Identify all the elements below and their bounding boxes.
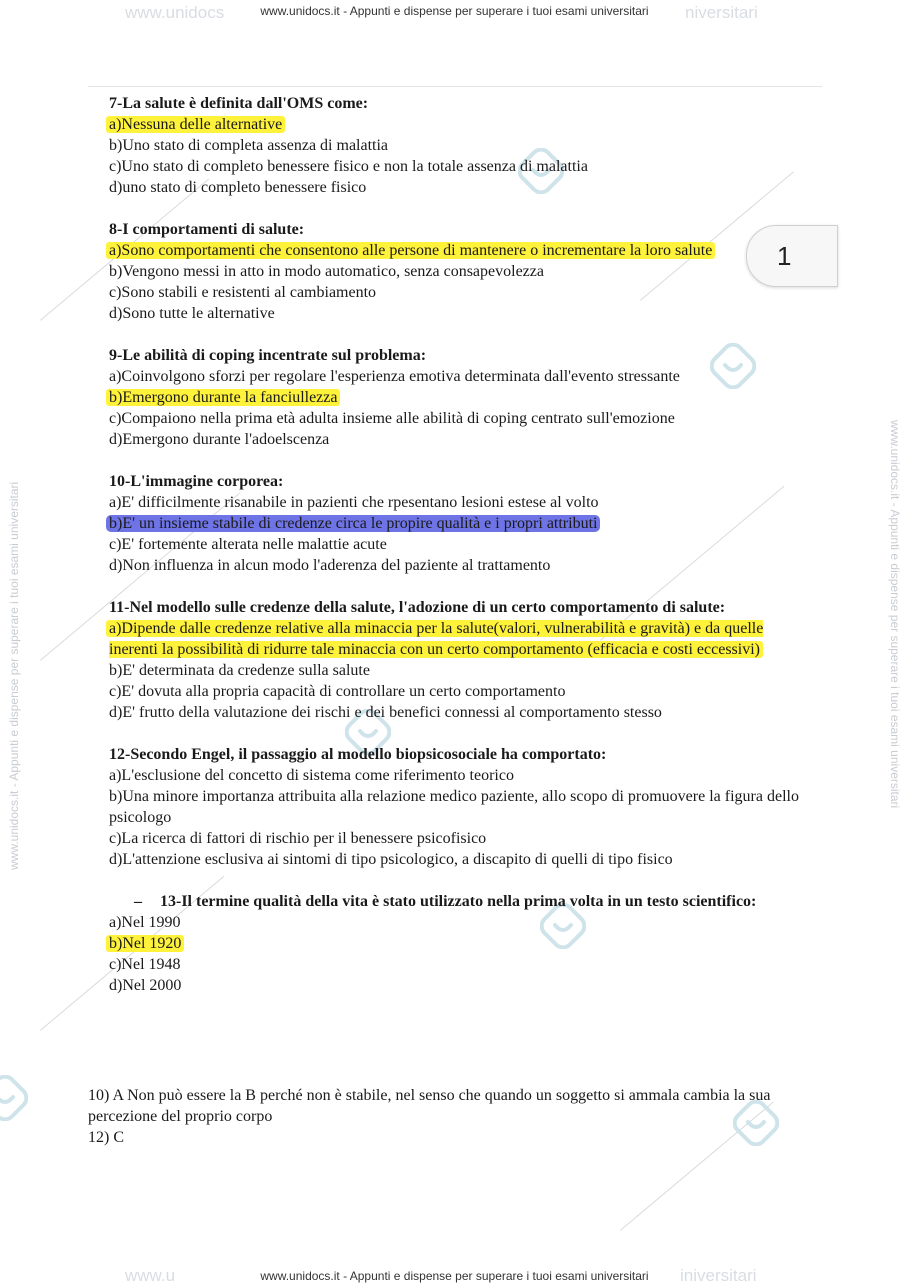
answer-option: d)Emergono durante l'adoelscenza bbox=[109, 431, 330, 448]
ghost-watermark-text: www.unidocs bbox=[125, 3, 225, 22]
note-line: 10) A Non può essere la B perché non è stabile, nel senso che quando un soggetto si ammala cambia la sua percezione del proprio corpo bbox=[88, 1087, 771, 1125]
ghost-watermark-text: iniversitari bbox=[680, 1266, 757, 1285]
question-13 bbox=[109, 891, 809, 996]
question-title: 11-Nel modello sulle credenze della salute, l'adozione di un certo comportamento di salute: bbox=[109, 599, 726, 616]
answer-option: b)Una minore importanza attribuita alla relazione medico paziente, allo scopo di promuovere la figura dello psicologo bbox=[109, 788, 799, 826]
answer-option: a)Coinvolgono sforzi per regolare l'esperienza emotiva determinata dall'evento stressante bbox=[109, 368, 680, 385]
answer-option: b)Vengono messi in atto in modo automatico, senza consapevolezza bbox=[109, 263, 544, 280]
answer-option: c)Compaiono nella prima età adulta insieme alle abilità di coping centrato sull'emozione bbox=[109, 410, 675, 427]
answer-option: d)uno stato di completo benessere fisico bbox=[109, 179, 367, 196]
question-7 bbox=[109, 93, 809, 198]
question-title: 8-I comportamenti di salute: bbox=[109, 221, 305, 238]
question-8 bbox=[109, 219, 809, 324]
ghost-watermark-text: niversitari bbox=[685, 3, 758, 22]
page-number: 1 bbox=[777, 240, 792, 271]
answer-option: a)L'esclusione del concetto di sistema come riferimento teorico bbox=[109, 767, 514, 784]
side-watermark-left: www.unidocs.it - Appunti e dispense per superare i tuoi esami universitari bbox=[7, 481, 21, 870]
question-title: 7-La salute è definita dall'OMS come: bbox=[109, 95, 369, 112]
answer-option-highlighted: b)Nel 1920 bbox=[106, 935, 184, 952]
answer-option-highlighted: a)Sono comportamenti che consentono alle persone di mantenere o incrementare la loro salute bbox=[106, 242, 715, 259]
question-9 bbox=[109, 345, 809, 450]
answer-notes bbox=[88, 1085, 788, 1148]
answer-option: c)Sono stabili e resistenti al cambiamento bbox=[109, 284, 377, 301]
ghost-watermark-text: www.u bbox=[125, 1266, 176, 1285]
question-title: 13-Il termine qualità della vita è stato utilizzato nella prima volta in un testo scientifico: bbox=[160, 893, 757, 910]
question-title: 9-Le abilità di coping incentrate sul problema: bbox=[109, 347, 427, 364]
watermark-banner-bottom: www.unidocs.it - Appunti e dispense per superare i tuoi esami universitari bbox=[260, 1269, 649, 1283]
answer-option: d)Non influenza in alcun modo l'aderenza del paziente al trattamento bbox=[109, 557, 551, 574]
answer-option-highlighted: a)Nessuna delle alternative bbox=[106, 116, 285, 133]
answer-option-highlighted: b)Emergono durante la fanciullezza bbox=[106, 389, 340, 406]
answer-option: c)Uno stato di completo benessere fisico e non la totale assenza di malattia bbox=[109, 158, 588, 175]
unidocs-logo-icon bbox=[0, 1075, 28, 1121]
answer-option: c)La ricerca di fattori di rischio per il benessere psicofisico bbox=[109, 830, 487, 847]
side-watermark-right: www.unidocs.it - Appunti e dispense per superare i tuoi esami universitari bbox=[888, 420, 902, 809]
header-divider bbox=[88, 86, 822, 87]
answer-option: d)Nel 2000 bbox=[109, 977, 182, 994]
note-line: 12) C bbox=[88, 1129, 124, 1146]
question-10 bbox=[109, 471, 809, 576]
answer-option: b)Uno stato di completa assenza di malattia bbox=[109, 137, 389, 154]
answer-option: c)E' fortemente alterata nelle malattie acute bbox=[109, 536, 387, 553]
question-11 bbox=[109, 597, 809, 723]
answer-option: b)E' determinata da credenze sulla salute bbox=[109, 662, 370, 679]
answer-option: d)E' frutto della valutazione dei rischi e dei benefici connessi al comportamento stesso bbox=[109, 704, 662, 721]
answer-option: a)E' difficilmente risanabile in pazienti che rpesentano lesioni estese al volto bbox=[109, 494, 599, 511]
watermark-banner-top: www.unidocs.it - Appunti e dispense per superare i tuoi esami universitari bbox=[260, 4, 649, 18]
answer-option-highlighted-blue: b)E' un insieme stabile di credenze circa le propire qualità e i propri attributi bbox=[106, 515, 600, 532]
question-title: 10-L'immagine corporea: bbox=[109, 473, 284, 490]
answer-option: c)E' dovuta alla propria capacità di controllare un certo comportamento bbox=[109, 683, 566, 700]
answer-option: c)Nel 1948 bbox=[109, 956, 181, 973]
answer-option: a)Nel 1990 bbox=[109, 914, 181, 931]
list-bullet: – bbox=[134, 893, 142, 910]
question-title: 12-Secondo Engel, il passaggio al modello biopsicosociale ha comportato: bbox=[109, 746, 607, 763]
quiz-content bbox=[109, 93, 809, 1017]
question-12 bbox=[109, 744, 809, 870]
answer-option: d)L'attenzione esclusiva ai sintomi di tipo psicologico, a discapito di quelli di tipo fisico bbox=[109, 851, 673, 868]
page-number-badge[interactable] bbox=[746, 225, 838, 287]
answer-option: d)Sono tutte le alternative bbox=[109, 305, 275, 322]
answer-option-highlighted: a)Dipende dalle credenze relative alla minaccia per la salute(valori, vulnerabilità e gravità) e da quelle inerenti la possibilità di ridurre tale minaccia con un certo comportamento (efficacia e costi eccessivi) bbox=[106, 620, 763, 658]
